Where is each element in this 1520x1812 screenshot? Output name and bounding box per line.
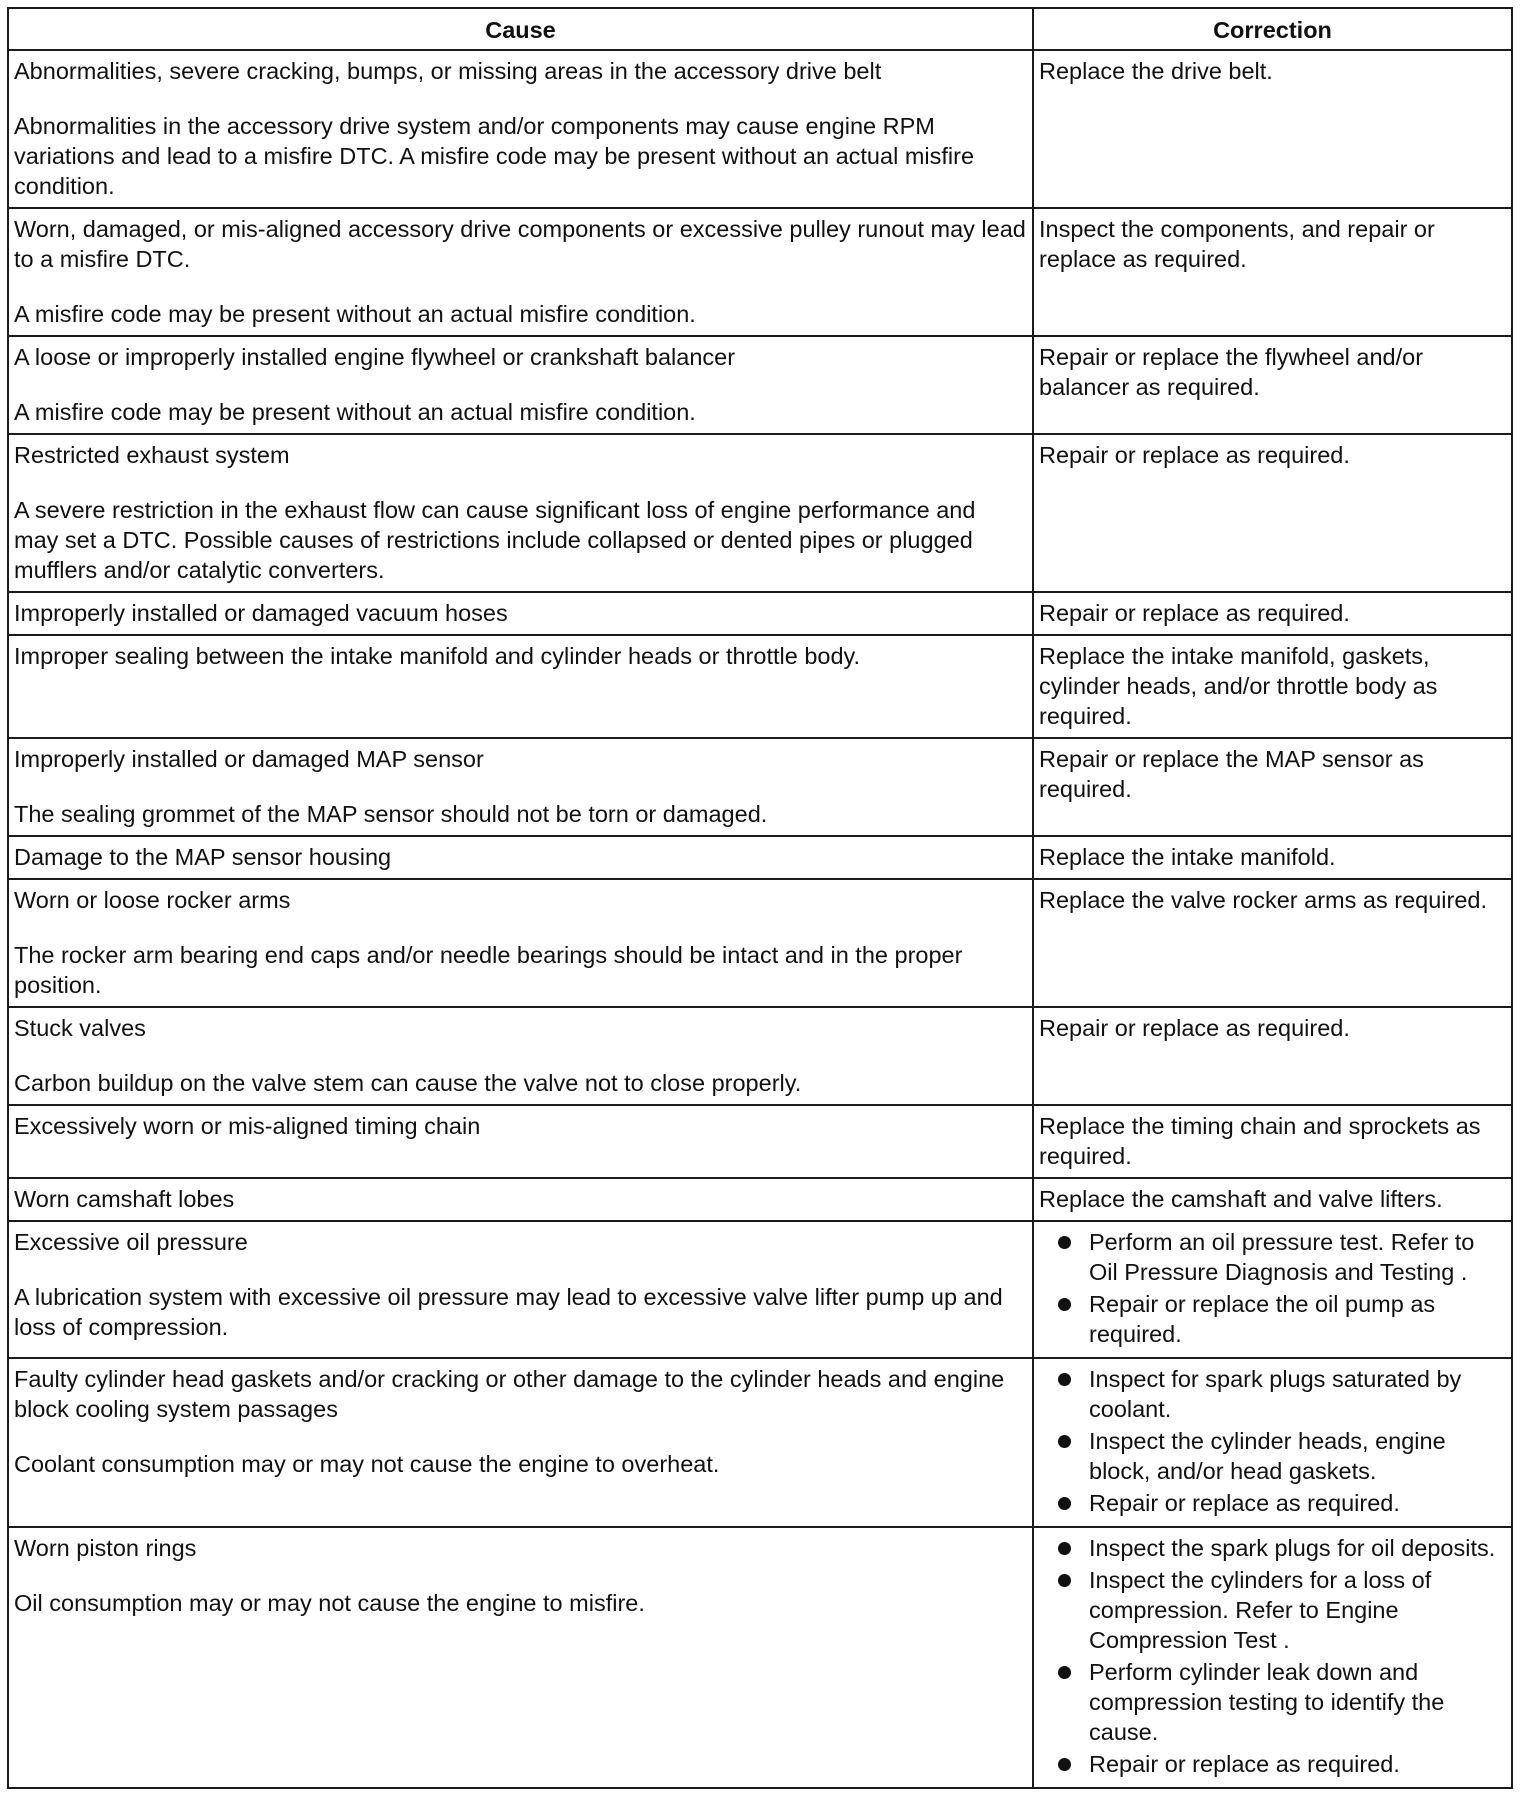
correction-cell [1033,879,1512,1007]
correction-step-text: Repair or replace as required. [1089,1490,1400,1516]
correction-cell [1033,50,1512,208]
cause-text: Improper sealing between the intake manifold and cylinder heads or throttle body. [14,643,861,669]
cause-text: Abnormalities, severe cracking, bumps, or missing areas in the accessory drive belt [14,58,882,84]
cause-note: Carbon buildup on the valve stem can cause the valve not to close properly. [14,1070,802,1096]
cause-cell [8,336,1033,434]
bullet-icon [1058,1497,1071,1510]
cause-text: Stuck valves [14,1015,146,1041]
cause-text: Worn, damaged, or mis-aligned accessory drive components or excessive pulley runout may lead to a misfire DTC. [14,216,1026,272]
table-body [8,50,1512,1788]
correction-text: Repair or replace as required. [1039,1015,1350,1041]
table-row [8,1178,1512,1221]
cause-cell [8,738,1033,836]
correction-text: Repair or replace the flywheel and/or balancer as required. [1039,344,1424,400]
correction-cell [1033,635,1512,738]
correction-cell [1033,1007,1512,1105]
cause-note: A misfire code may be present without an actual misfire condition. [14,399,696,425]
correction-step-text: Inspect for spark plugs saturated by coolant. [1089,1366,1462,1422]
correction-cell [1033,434,1512,592]
correction-cell [1033,1221,1512,1358]
correction-text: Replace the drive belt. [1039,58,1273,84]
table-row [8,50,1512,208]
diagnostic-table-page [7,7,1511,1789]
table-row [8,1358,1512,1527]
correction-list-item [1039,1364,1505,1424]
cause-cell [8,1105,1033,1178]
correction-cell [1033,1105,1512,1178]
cause-text: Restricted exhaust system [14,442,290,468]
correction-step-text: Perform an oil pressure test. Refer to Oil Pressure Diagnosis and Testing . [1089,1229,1475,1285]
cause-cell [8,836,1033,879]
cause-note: A severe restriction in the exhaust flow can cause significant loss of engine performance and may set a DTC. Possible causes of restrictions include collapsed or dented pipes or plugged mufflers and/or catalytic converters. [14,497,976,583]
correction-list-item [1039,1749,1505,1779]
table-row [8,434,1512,592]
cause-text: Excessively worn or mis-aligned timing chain [14,1113,481,1139]
correction-text: Replace the intake manifold. [1039,844,1336,870]
table-row [8,336,1512,434]
cause-column-header: Cause [8,8,1033,50]
cause-cell [8,208,1033,336]
cause-text: Worn camshaft lobes [14,1186,235,1212]
bullet-icon [1058,1236,1071,1249]
correction-step-text: Perform cylinder leak down and compression testing to identify the cause. [1089,1659,1445,1745]
bullet-icon [1058,1574,1071,1587]
cause-correction-table [7,7,1513,1789]
table-row [8,635,1512,738]
correction-list-item [1039,1565,1505,1655]
correction-cell [1033,208,1512,336]
cause-cell [8,1221,1033,1358]
table-row [8,1007,1512,1105]
cause-cell [8,1007,1033,1105]
correction-step-text: Inspect the cylinders for a loss of compression. Refer to Engine Compression Test . [1089,1567,1432,1653]
correction-cell [1033,592,1512,635]
correction-text: Replace the timing chain and sprockets as required. [1039,1113,1481,1169]
correction-text: Replace the camshaft and valve lifters. [1039,1186,1443,1212]
cause-text: Worn piston rings [14,1535,197,1561]
bullet-icon [1058,1542,1071,1555]
correction-cell [1033,738,1512,836]
cause-note: A lubrication system with excessive oil pressure may lead to excessive valve lifter pump up and loss of compression. [14,1284,1003,1340]
table-row [8,836,1512,879]
bullet-icon [1058,1435,1071,1448]
cause-cell [8,635,1033,738]
correction-step-text: Repair or replace as required. [1089,1751,1400,1777]
cause-text: Excessive oil pressure [14,1229,248,1255]
correction-text: Repair or replace as required. [1039,442,1350,468]
correction-cell [1033,1527,1512,1788]
cause-cell [8,592,1033,635]
correction-list [1039,1533,1505,1779]
correction-text: Replace the intake manifold, gaskets, cylinder heads, and/or throttle body as required. [1039,643,1438,729]
correction-text: Repair or replace as required. [1039,600,1350,626]
cause-text: Worn or loose rocker arms [14,887,291,913]
correction-list-item [1039,1657,1505,1747]
bullet-icon [1058,1666,1071,1679]
cause-cell [8,1358,1033,1527]
correction-text: Replace the valve rocker arms as required. [1039,887,1488,913]
correction-step-text: Repair or replace the oil pump as required. [1089,1291,1436,1347]
correction-list-item [1039,1289,1505,1349]
correction-step-text: Inspect the cylinder heads, engine block, and/or head gaskets. [1089,1428,1446,1484]
table-row [8,208,1512,336]
correction-list-item [1039,1426,1505,1486]
correction-list-item [1039,1227,1505,1287]
correction-cell [1033,1178,1512,1221]
table-row [8,879,1512,1007]
correction-cell [1033,836,1512,879]
correction-cell [1033,1358,1512,1527]
correction-column-header: Correction [1033,8,1512,50]
table-row [8,1527,1512,1788]
table-header-row [8,8,1512,50]
correction-step-text: Inspect the spark plugs for oil deposits. [1089,1535,1496,1561]
correction-cell [1033,336,1512,434]
cause-text: A loose or improperly installed engine flywheel or crankshaft balancer [14,344,736,370]
cause-cell [8,50,1033,208]
cause-cell [8,1178,1033,1221]
cause-cell [8,434,1033,592]
cause-text: Damage to the MAP sensor housing [14,844,392,870]
cause-cell [8,879,1033,1007]
correction-list [1039,1227,1505,1349]
table-row [8,1221,1512,1358]
table-row [8,1105,1512,1178]
correction-text: Inspect the components, and repair or replace as required. [1039,216,1435,272]
table-row [8,592,1512,635]
bullet-icon [1058,1373,1071,1386]
cause-text: Improperly installed or damaged vacuum hoses [14,600,508,626]
correction-text: Repair or replace the MAP sensor as required. [1039,746,1424,802]
cause-text: Faulty cylinder head gaskets and/or cracking or other damage to the cylinder heads and engine block cooling system passages [14,1366,1005,1422]
cause-note: The rocker arm bearing end caps and/or needle bearings should be intact and in the proper position. [14,942,963,998]
cause-text: Improperly installed or damaged MAP sensor [14,746,484,772]
cause-note: Abnormalities in the accessory drive system and/or components may cause engine RPM variations and lead to a misfire DTC. A misfire code may be present without an actual misfire condition. [14,113,975,199]
cause-note: A misfire code may be present without an actual misfire condition. [14,301,696,327]
table-row [8,738,1512,836]
bullet-icon [1058,1758,1071,1771]
correction-list-item [1039,1533,1505,1563]
correction-list-item [1039,1488,1505,1518]
cause-note: Coolant consumption may or may not cause the engine to overheat. [14,1451,720,1477]
cause-cell [8,1527,1033,1788]
correction-list [1039,1364,1505,1518]
bullet-icon [1058,1298,1071,1311]
cause-note: The sealing grommet of the MAP sensor should not be torn or damaged. [14,801,768,827]
cause-note: Oil consumption may or may not cause the engine to misfire. [14,1590,645,1616]
